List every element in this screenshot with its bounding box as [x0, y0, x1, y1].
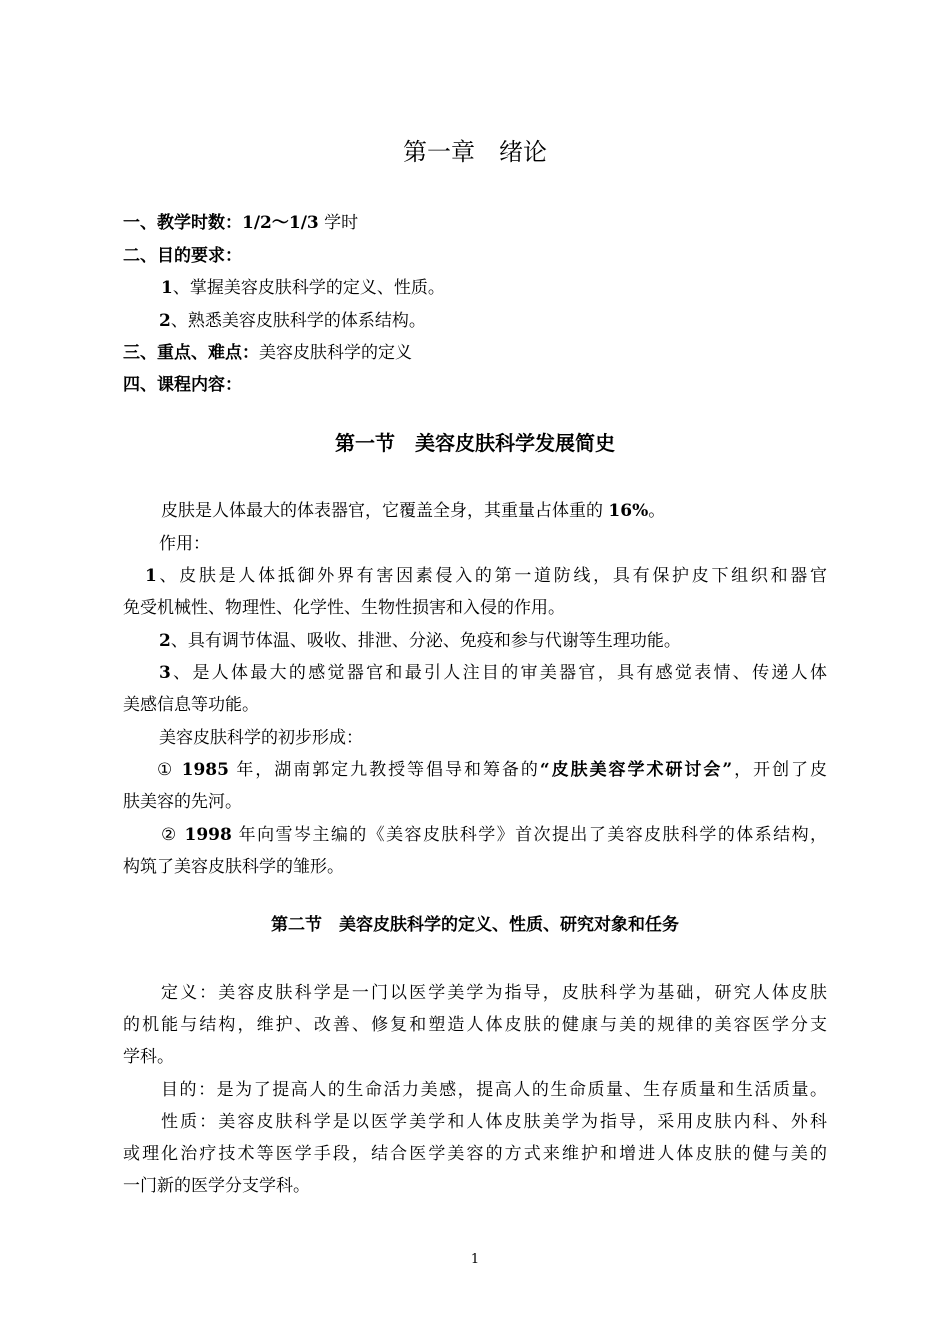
definition-line-2: 的机能与结构，维护、改善、修复和塑造人体皮肤的健康与美的规律的美容医学分支 — [123, 1015, 827, 1035]
goal-1-num: 1 — [161, 278, 173, 298]
hours-value: 1/2～1/3 — [242, 213, 319, 233]
use-label: 作用： — [159, 534, 210, 554]
section-2-title: 第二节 美容皮肤科学的定义、性质、研究对象和任务 — [271, 915, 679, 935]
nature-line-3: 一门新的医学分支学科。 — [123, 1176, 310, 1196]
formation-1-quote: “皮肤美容学术研讨会” — [539, 760, 733, 780]
formation-2-mark: ② — [161, 825, 178, 845]
formation-label: 美容皮肤科学的初步形成： — [159, 728, 363, 748]
item-1-line-1 — [145, 565, 827, 587]
goal-2-text: 、熟悉美容皮肤科学的体系结构。 — [170, 311, 426, 331]
section-1-title: 第一节 美容皮肤科学发展简史 — [335, 431, 615, 455]
goal-1-text: 、掌握美容皮肤科学的定义、性质。 — [172, 278, 445, 298]
purpose-line: 目的：是为了提高人的生命活力美感，提高人的生命质量、生存质量和生活质量。 — [161, 1080, 827, 1100]
item-2-num: 2 — [159, 631, 171, 651]
content-label: 四、课程内容： — [123, 375, 242, 395]
formation-2-line-1 — [161, 824, 827, 846]
item-2-text: 、具有调节体温、吸收、排泄、分泌、免疫和参与代谢等生理功能。 — [170, 631, 681, 651]
item-1-num: 1 — [145, 566, 157, 586]
formation-2-year: 1998 — [184, 825, 232, 845]
intro-percent: 16% — [608, 501, 649, 521]
item-3-num: 3 — [159, 663, 171, 683]
definition-line-3: 学科。 — [123, 1047, 174, 1067]
item-3-line-1 — [159, 662, 827, 684]
formation-2-line-2: 构筑了美容皮肤科学的雏形。 — [123, 857, 344, 877]
goal-1 — [161, 277, 445, 299]
nature-line-2: 或理化治疗技术等医学手段，结合医学美容的方式来维护和增进人体皮肤的健与美的 — [123, 1144, 827, 1164]
item-2 — [159, 630, 681, 652]
intro-text: 皮肤是人体最大的体表器官，它覆盖全身，其重量占体重的 — [161, 501, 609, 521]
goals-label: 二、目的要求： — [123, 246, 242, 266]
focus — [123, 342, 412, 364]
chapter-title: 第一章 绪论 — [403, 138, 547, 166]
goal-2 — [159, 310, 426, 332]
page-number: 1 — [470, 1252, 480, 1267]
item-1-text: 、皮肤是人体抵御外界有害因素侵入的第一道防线，具有保护皮下组织和器官 — [156, 566, 827, 586]
item-1-line-2: 免受机械性、物理性、化学性、生物性损害和入侵的作用。 — [123, 598, 565, 618]
formation-1-line-1 — [157, 759, 827, 781]
intro-end: 。 — [648, 501, 666, 521]
hours-unit: 学时 — [318, 213, 359, 233]
formation-1-mark: ① — [157, 760, 175, 780]
definition-line-1: 定义：美容皮肤科学是一门以医学美学为指导，皮肤科学为基础，研究人体皮肤 — [161, 983, 827, 1003]
goal-2-num: 2 — [159, 311, 171, 331]
formation-1-text-a: 年，湖南郭定九教授等倡导和筹备的 — [228, 760, 540, 780]
hours-label: 一、教学时数： — [123, 213, 242, 233]
formation-1-year: 1985 — [181, 760, 229, 780]
teaching-hours — [123, 212, 358, 234]
formation-1-text-b: ，开创了皮 — [732, 760, 828, 780]
formation-2-text: 年向雪岑主编的《美容皮肤科学》首次提出了美容皮肤科学的体系结构， — [231, 825, 827, 845]
section-1-intro — [161, 500, 665, 522]
focus-text: 美容皮肤科学的定义 — [259, 343, 412, 363]
item-3-text: 、是人体最大的感觉器官和最引人注目的审美器官，具有感觉表情、传递人体 — [170, 663, 827, 683]
focus-label: 三、重点、难点： — [123, 343, 259, 363]
nature-line-1: 性质：美容皮肤科学是以医学美学和人体皮肤美学为指导，采用皮肤内科、外科 — [161, 1112, 827, 1132]
item-3-line-2: 美感信息等功能。 — [123, 695, 259, 715]
formation-1-line-2: 肤美容的先河。 — [123, 792, 242, 812]
